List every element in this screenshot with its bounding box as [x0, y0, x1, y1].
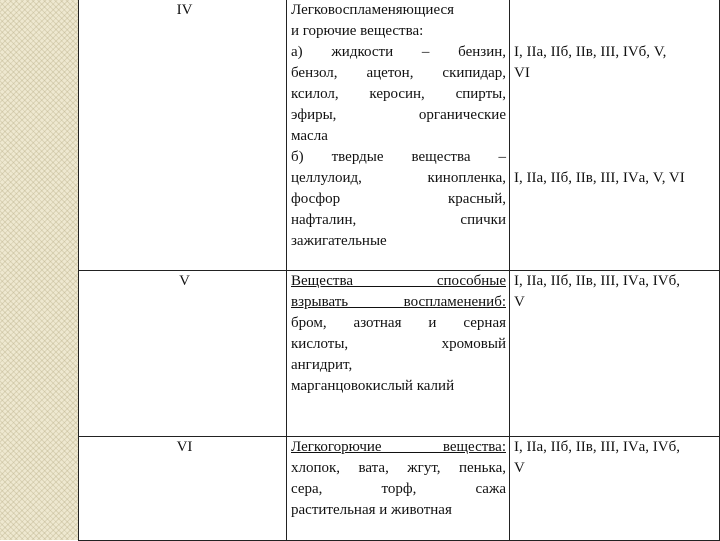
row-number: VI — [176, 438, 193, 455]
row-number: IV — [176, 2, 193, 18]
substance-classification-table — [78, 0, 720, 541]
class-line: V — [514, 293, 525, 310]
description-cell — [287, 436, 510, 540]
desc-line: целлулоид, кинопленка, — [291, 170, 506, 186]
classes-cell — [510, 0, 720, 270]
class-line: I, IIа, IIб, IIв, III, IVа, IVб, — [514, 272, 681, 289]
description-cell — [287, 270, 510, 436]
desc-line: хлопок, вата, жгут, пенька, — [291, 459, 506, 476]
desc-line: зажигательные — [291, 233, 387, 249]
desc-line: Вещества способные — [291, 272, 506, 289]
desc-line: ксилол, керосин, спирты, — [291, 86, 506, 102]
desc-line: нафталин, спички — [291, 212, 506, 228]
desc-line: сера, торф, сажа — [291, 480, 506, 497]
class-line: I, IIа, IIб, IIв, III, IVа, V, VI — [514, 170, 685, 186]
desc-line: бром, азотная и серная — [291, 314, 506, 331]
desc-line: масла — [291, 128, 328, 144]
desc-line: а) жидкости – бензин, — [291, 44, 506, 60]
class-line: I, IIа, IIб, IIв, III, IVа, IVб, — [514, 438, 681, 455]
table-row — [79, 270, 720, 436]
table-row — [79, 0, 720, 270]
desc-line: и горючие вещества: — [291, 23, 424, 39]
desc-line: фосфор красный, — [291, 191, 506, 207]
desc-line: эфиры, органические — [291, 107, 506, 123]
classes-cell — [510, 436, 720, 540]
desc-line: ангидрит, — [291, 356, 353, 373]
row-number-cell — [79, 0, 287, 270]
desc-line: кислоты, хромовый — [291, 335, 506, 352]
class-line: V — [514, 459, 525, 476]
desc-line: марганцовокислый калий — [291, 377, 455, 394]
row-number: V — [179, 272, 190, 289]
row-number-cell — [79, 436, 287, 540]
description-cell — [287, 0, 510, 270]
desc-line: взрывать воспламенениб: — [291, 293, 506, 310]
decorative-side-stripe — [0, 0, 78, 540]
row-number-cell — [79, 270, 287, 436]
class-line: VI — [514, 65, 530, 81]
desc-line: растительная и животная — [291, 501, 452, 518]
table-row — [79, 436, 720, 540]
desc-line: Легковоспламеняющиеся — [291, 2, 455, 18]
class-line: I, IIа, IIб, IIв, III, IVб, V, — [514, 44, 667, 60]
desc-line: б) твердые вещества – — [291, 149, 506, 165]
desc-line: бензол, ацетон, скипидар, — [291, 65, 506, 81]
classes-cell — [510, 270, 720, 436]
desc-line: Легкогорючие вещества: — [291, 438, 506, 455]
